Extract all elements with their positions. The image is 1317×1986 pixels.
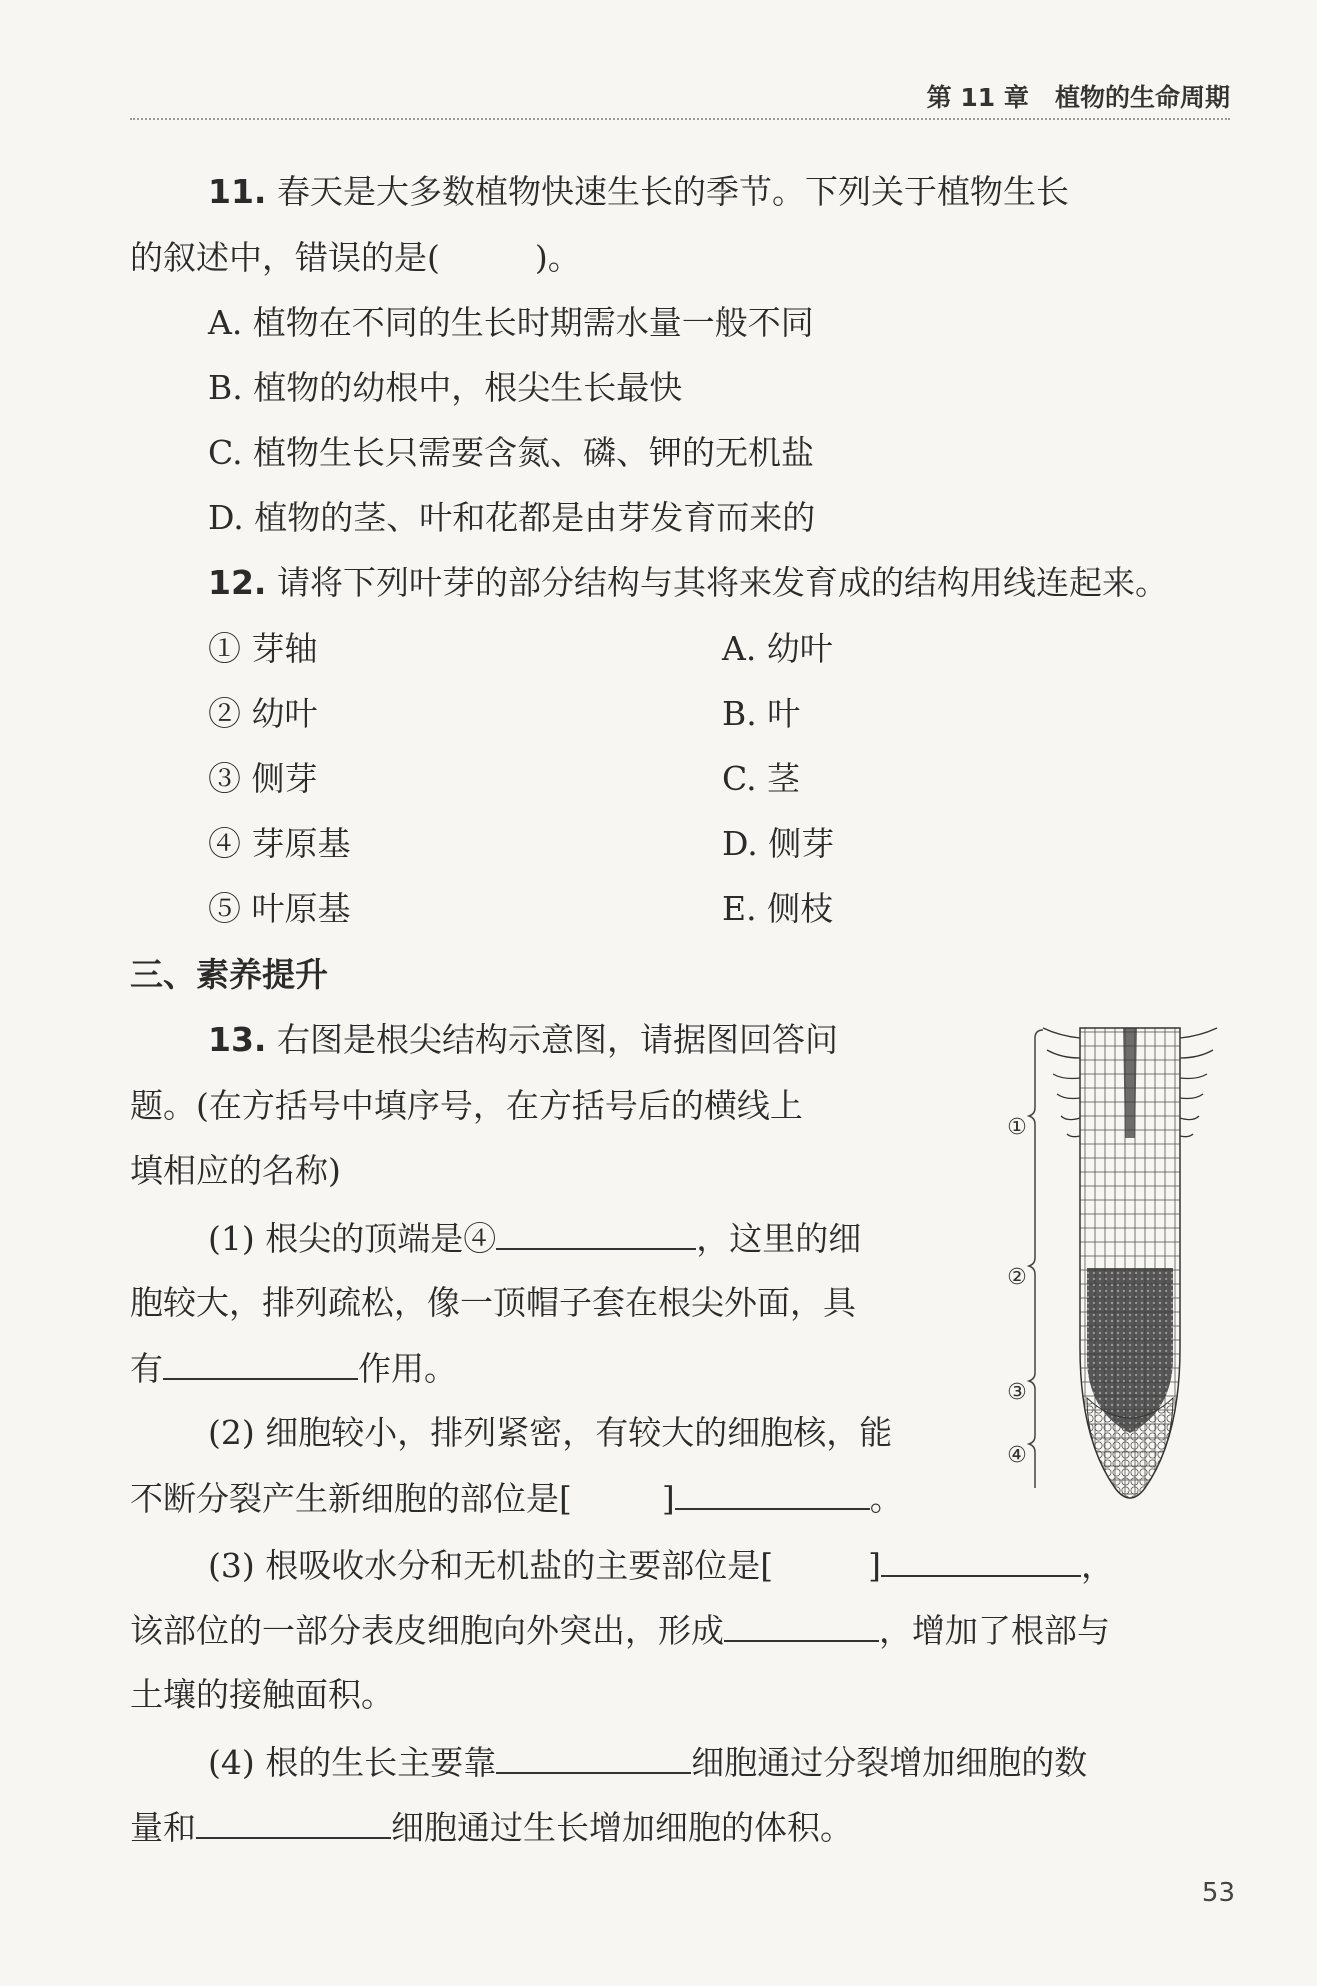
q11-option-d: D. 植物的茎、叶和花都是由芽发育而来的 <box>208 498 816 537</box>
q13-p1-text-a: (1) 根尖的顶端是④ <box>208 1219 497 1258</box>
answer-blank[interactable] <box>675 1478 870 1510</box>
q13-number: 13. <box>208 1020 267 1059</box>
q13-p4-text-b: 细胞通过分裂增加细胞的数 <box>691 1743 1088 1782</box>
q13-part2-line2 <box>130 1478 903 1519</box>
q11-option-c: C. 植物生长只需要含氮、磷、钾的无机盐 <box>208 433 815 472</box>
q11-number: 11. <box>208 172 267 211</box>
q13-p4-text-a: (4) 根的生长主要靠 <box>208 1743 497 1782</box>
q13-p2-text-a: 不断分裂产生新细胞的部位是[ <box>130 1479 572 1518</box>
q13-part1-line3 <box>130 1348 457 1389</box>
vascular-strand <box>1123 1028 1137 1138</box>
q11-stem-text2b: )。 <box>534 238 581 277</box>
q12-left-item: ③ 侧芽 <box>208 759 318 798</box>
q13-part1-line2: 胞较大，排列疏松，像一顶帽子套在根尖外面，具 <box>130 1283 856 1322</box>
q13-part1-line1 <box>208 1218 861 1259</box>
page-header <box>130 78 1230 120</box>
q13-p1-text-d: 作用。 <box>358 1349 457 1388</box>
q13-stem-line1 <box>208 1020 838 1060</box>
zone-label-2: ② <box>1007 1265 1027 1290</box>
q13-p1-text-b: ，这里的细 <box>696 1219 862 1258</box>
q11-option-b: B. 植物的幼根中，根尖生长最快 <box>208 368 683 407</box>
q11-stem-line1 <box>208 172 1069 212</box>
answer-blank[interactable] <box>196 1807 391 1839</box>
page-number: 53 <box>1201 1878 1235 1908</box>
q11-stem-text1: 春天是大多数植物快速生长的季节。下列关于植物生长 <box>276 172 1069 211</box>
q11-stem-line2 <box>130 238 581 278</box>
answer-blank[interactable] <box>881 1545 1081 1577</box>
q13-p1-text-c: 有 <box>130 1349 163 1388</box>
section-title: 三、素养提升 <box>130 955 328 994</box>
q13-part3-line3: 土壤的接触面积。 <box>130 1675 394 1714</box>
q12-left-item: ④ 芽原基 <box>208 824 351 863</box>
q12-number: 12. <box>208 563 267 602</box>
root-tip-diagram <box>995 1018 1235 1518</box>
q12-left-item: ① 芽轴 <box>208 629 318 668</box>
q13-stem-line3: 填相应的名称) <box>130 1151 341 1190</box>
chapter-title: 植物的生命周期 <box>1054 83 1230 112</box>
q13-part2-line1: (2) 细胞较小，排列紧密，有较大的细胞核，能 <box>208 1413 893 1452</box>
q13-part3-line2 <box>130 1610 1110 1651</box>
q12-right-item: E. 侧枝 <box>722 889 834 928</box>
q13-part4-line1 <box>208 1742 1087 1783</box>
q13-p3-text-e: ，增加了根部与 <box>879 1611 1110 1650</box>
q12-right-item: A. 幼叶 <box>722 629 833 668</box>
q12-stem-text: 请将下列叶芽的部分结构与其将来发育成的结构用线连起来。 <box>276 563 1168 602</box>
root-tip-svg <box>995 1018 1235 1518</box>
q12-right-item: B. 叶 <box>722 694 801 733</box>
answer-blank[interactable] <box>496 1218 696 1250</box>
q12-left-item: ⑤ 叶原基 <box>208 889 351 928</box>
q13-p3-text-d: 该部位的一部分表皮细胞向外突出，形成 <box>130 1611 724 1650</box>
q13-part3-line1 <box>208 1545 1114 1586</box>
q12-right-item: C. 茎 <box>722 759 801 798</box>
chapter-number: 第 11 章 <box>926 83 1029 112</box>
bracket-zone-4 <box>1029 1413 1035 1488</box>
q13-p3-text-a: (3) 根吸收水分和无机盐的主要部位是[ <box>208 1546 774 1585</box>
q13-p4-text-c: 量和 <box>130 1808 196 1847</box>
q13-p2-text-c: 。 <box>869 1479 903 1518</box>
bracket-zone-3 <box>1029 1348 1035 1413</box>
q12-left-item: ② 幼叶 <box>208 694 318 733</box>
answer-blank[interactable] <box>496 1742 691 1774</box>
answer-blank[interactable] <box>163 1348 358 1380</box>
q13-p4-text-d: 细胞通过生长增加细胞的体积。 <box>391 1808 853 1847</box>
q13-p3-text-c: ， <box>1080 1546 1114 1585</box>
q13-p3-text-b: ] <box>868 1546 881 1585</box>
zone-label-1: ① <box>1007 1115 1027 1140</box>
answer-blank[interactable] <box>724 1610 879 1642</box>
q12-stem <box>208 563 1168 603</box>
q12-right-item: D. 侧芽 <box>722 824 835 863</box>
zone-label-3: ③ <box>1007 1380 1027 1405</box>
q11-option-a: A. 植物在不同的生长时期需水量一般不同 <box>208 303 814 342</box>
q13-stem-text1: 右图是根尖结构示意图，请据图回答问 <box>276 1020 838 1059</box>
bracket-zone-1 <box>1029 1030 1043 1178</box>
q13-stem-line2: 题。(在方括号中填序号，在方括号后的横线上 <box>130 1086 803 1125</box>
header-text <box>927 78 1230 114</box>
q11-stem-text2a: 的叙述中，错误的是( <box>130 238 440 277</box>
bracket-zone-2 <box>1029 1178 1035 1348</box>
zone-label-4: ④ <box>1007 1443 1027 1468</box>
q13-part4-line2 <box>130 1807 853 1848</box>
q13-p2-text-b: ] <box>661 1479 675 1518</box>
